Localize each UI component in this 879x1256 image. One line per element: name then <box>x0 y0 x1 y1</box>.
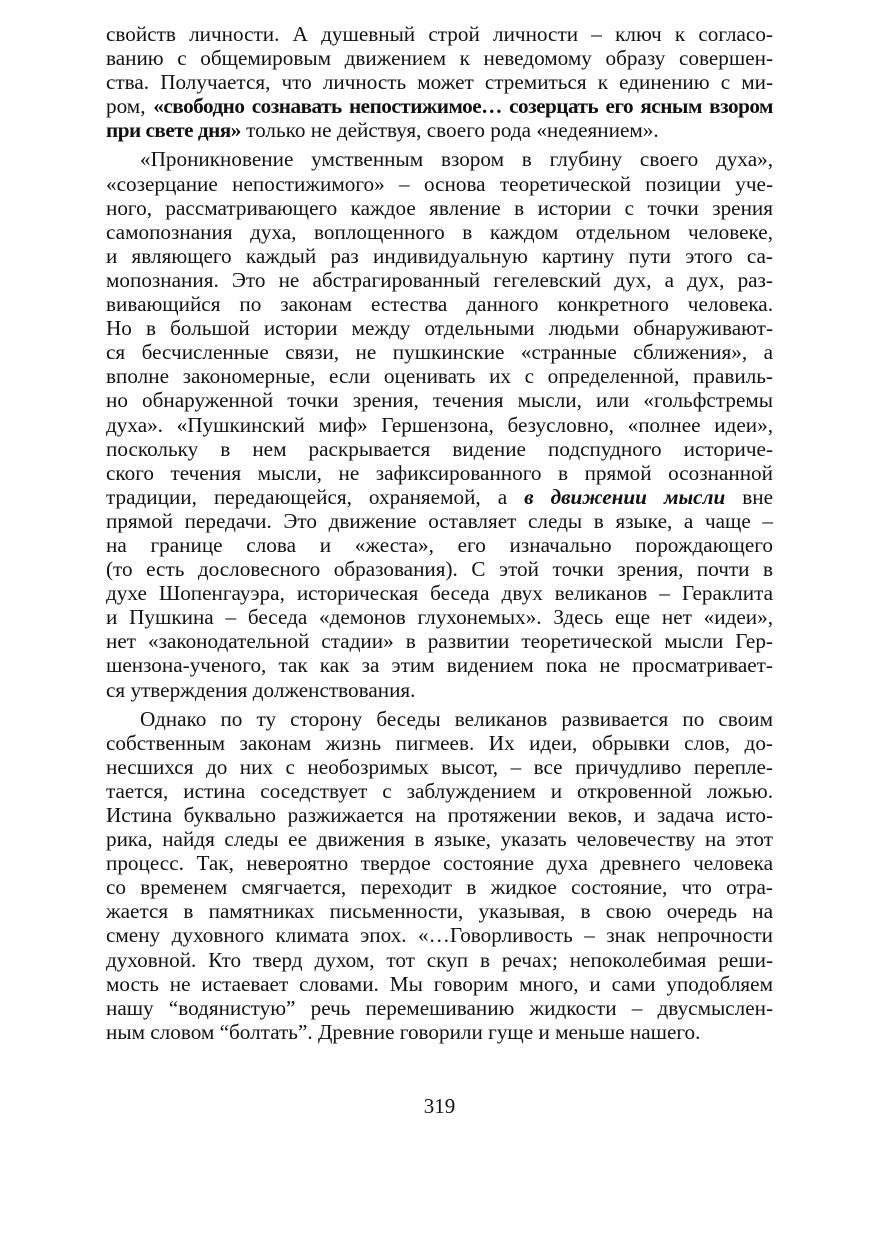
text-line <box>106 485 773 509</box>
text-run: ром, <box>106 94 154 119</box>
text-run: ного, рассматривающего каждое явление в истории с точки зрения <box>106 195 773 220</box>
text-line <box>106 316 773 340</box>
text-run: нет «законодательной стадии» в развитии теоретической мысли Гер- <box>106 629 773 654</box>
text-line <box>106 948 773 972</box>
text-line <box>106 461 773 485</box>
text-line <box>106 557 773 581</box>
text-run: ства. Получается, что личность может стремиться к единению с ми- <box>106 70 773 95</box>
text-line <box>106 413 773 437</box>
bold-text-run: «свободно сознавать непостижимое… созерцать его ясным взором <box>153 94 773 119</box>
text-line <box>106 94 773 118</box>
text-run: рика, найдя следы ее движения в языке, указать человечеству на этот <box>106 827 773 852</box>
bold-italic-text-run: в движении мысли <box>524 484 726 509</box>
text-run: вполне закономерные, если оценивать их с определенной, правиль- <box>106 364 773 389</box>
text-run: вне <box>725 484 773 509</box>
text-line <box>106 70 773 94</box>
text-run: ся бесчисленные связи, не пушкинские «странные сближения», а <box>106 340 773 365</box>
text-line <box>106 581 773 605</box>
text-line <box>106 533 773 557</box>
text-run: но обнаруженной точки зрения, течения мысли, или «гольфстремы <box>106 388 773 413</box>
text-line <box>106 678 773 702</box>
text-line <box>106 268 773 292</box>
text-line <box>106 220 773 244</box>
text-run: свойств личности. А душевный строй личности – ключ к согласо- <box>106 22 773 46</box>
text-run: смену духовного климата эпох. «…Говорливость – знак непрочности <box>106 923 773 948</box>
text-line <box>106 22 773 46</box>
text-run: вивающийся по законам естества данного конкретного человека. <box>106 292 773 317</box>
text-line <box>106 509 773 533</box>
text-line <box>106 292 773 316</box>
text-run: и являющего каждый раз индивидуальную картину пути этого са- <box>106 243 773 268</box>
book-page-text <box>106 22 773 1044</box>
text-run: со временем смягчается, переходит в жидкое состояние, что отра- <box>106 875 773 900</box>
text-run: Однако по ту сторону беседы великанов развивается по своим <box>140 706 773 731</box>
text-run: только не действуя, своего рода «недеянием». <box>240 118 659 143</box>
text-line <box>106 629 773 653</box>
text-run: мость не истаевает словами. Мы говорим много, и сами уподобляем <box>106 971 773 996</box>
text-line <box>106 147 773 171</box>
text-run: процесс. Так, невероятно твердое состояние духа древнего человека <box>106 851 773 876</box>
text-line <box>106 172 773 196</box>
text-line <box>106 653 773 677</box>
text-run: прямой передачи. Это движение оставляет следы в языке, а чаще – <box>106 508 773 533</box>
text-line <box>106 731 773 755</box>
text-run: мопознания. Это не абстрагированный гегелевский дух, а дух, раз- <box>106 267 773 292</box>
text-line <box>106 707 773 731</box>
text-line <box>106 972 773 996</box>
paragraph <box>106 707 773 1044</box>
text-run: ского течения мысли, не зафиксированного в прямой осознанной <box>106 460 773 485</box>
bold-text-run: при свете дня» <box>106 118 241 143</box>
text-line <box>106 779 773 803</box>
text-run: собственным законам жизнь пигмеев. Их идеи, обрывки слов, до- <box>106 730 773 755</box>
paragraph <box>106 147 773 701</box>
text-line <box>106 46 773 70</box>
text-run: духовной. Кто тверд духом, тот скуп в речах; непоколебимая реши- <box>106 947 773 972</box>
text-run: шензона-ученого, так как за этим видением пока не просматривает- <box>106 653 773 678</box>
paragraph <box>106 22 773 142</box>
text-run: ся утверждения долженствования. <box>106 677 416 702</box>
text-run: Но в большой истории между отдельными людьми обнаруживают- <box>106 316 773 341</box>
text-run: тается, истина соседствует с заблуждением и откровенной ложью. <box>106 778 773 803</box>
text-line <box>106 851 773 875</box>
text-run: жается в памятниках письменности, указывая, в свою очередь на <box>106 899 773 924</box>
text-run: духа». «Пушкинский миф» Гершензона, безусловно, «полнее идеи», <box>106 412 773 437</box>
text-line <box>106 803 773 827</box>
text-run: «Проникновение умственным взором в глубину своего духа», <box>140 147 773 172</box>
text-run: самопознания духа, воплощенного в каждом отдельном человеке, <box>106 219 773 244</box>
text-run: духе Шопенгауэра, историческая беседа двух великанов – Гераклита <box>106 581 773 606</box>
text-line <box>106 996 773 1020</box>
text-line <box>106 437 773 461</box>
text-run: ным словом “болтать”. Древние говорили гуще и меньше нашего. <box>106 1019 701 1044</box>
text-run: (то есть дословесного образования). С этой точки зрения, почти в <box>106 557 773 582</box>
text-run: на границе слова и «жеста», его изначально порождающего <box>106 532 773 557</box>
text-run: нашу “водянистую” речь перемешиванию жидкости – двусмыслен- <box>106 995 773 1020</box>
text-line <box>106 923 773 947</box>
text-line <box>106 364 773 388</box>
text-run: традиции, передающейся, охраняемой, а <box>106 484 525 509</box>
page-number: 319 <box>423 1094 456 1118</box>
text-line <box>106 827 773 851</box>
text-run: ванию с общемировым движением к неведомому образу совершен- <box>106 46 773 71</box>
text-run: поскольку в нем раскрывается видение подспудного историче- <box>106 436 773 461</box>
text-run: несшихся до них с необозримых высот, – все причудливо перепле- <box>106 754 773 779</box>
text-line <box>106 196 773 220</box>
text-line <box>106 875 773 899</box>
text-run: Истина буквально разжижается на протяжении веков, и задача исто- <box>106 803 773 827</box>
text-line <box>106 899 773 923</box>
text-line <box>106 755 773 779</box>
text-line <box>106 605 773 629</box>
text-line <box>106 1020 773 1044</box>
text-line <box>106 244 773 268</box>
text-run: и Пушкина – беседа «демонов глухонемых». Здесь еще нет «идеи», <box>106 605 773 630</box>
text-run: «созерцание непостижимого» – основа теоретической позиции уче- <box>106 171 773 196</box>
text-line <box>106 388 773 412</box>
text-line <box>106 340 773 364</box>
text-line <box>106 118 773 142</box>
